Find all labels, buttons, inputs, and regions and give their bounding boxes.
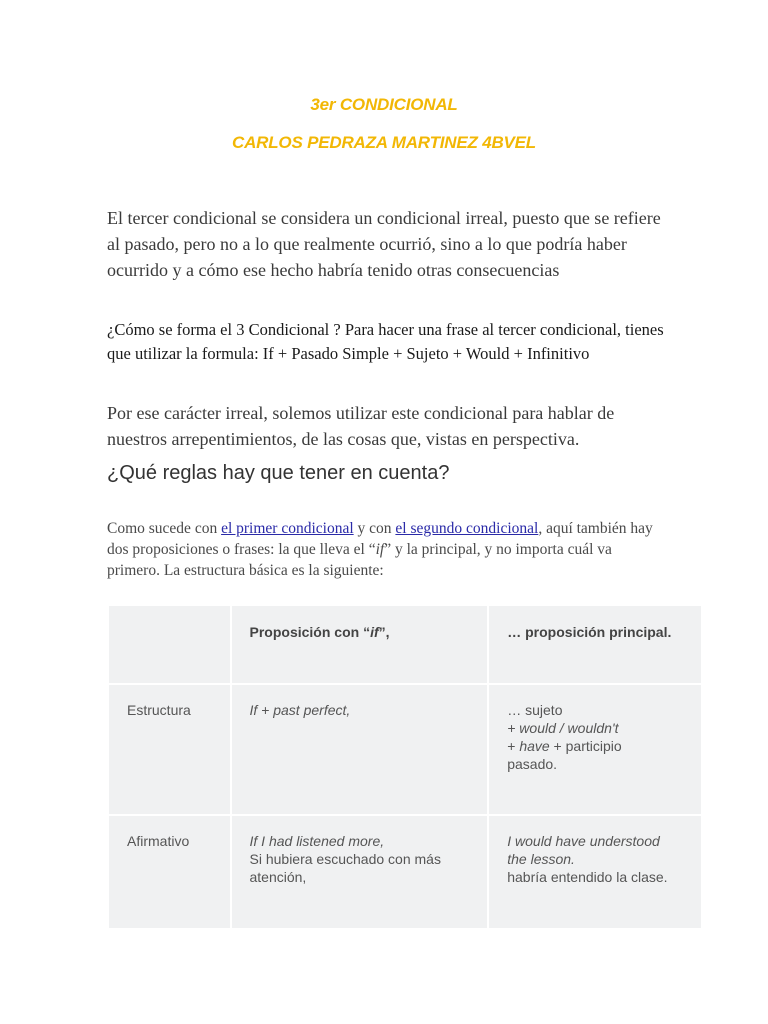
afirmativo-main-english: I would have understood the lesson. <box>507 833 660 867</box>
rules-text-4: ” y la principal, y no importa cuál va primero. La estructura básica es la siguiente: <box>107 541 612 579</box>
row-label-afirmativo: Afirmativo <box>108 815 231 929</box>
afirmativo-main-cell <box>488 815 702 929</box>
estructura-if-cell <box>231 684 489 815</box>
table-row <box>108 815 702 929</box>
afirmativo-if-spanish: Si hubiera escuchado con más atención, <box>249 851 441 885</box>
link-second-conditional[interactable]: el segundo condicional <box>395 520 539 537</box>
formula-text: If + Pasado Simple + Sujeto + Would + Infinitivo <box>262 344 590 363</box>
row-label-estructura: Estructura <box>108 684 231 815</box>
rules-text-3: , aquí también hay dos proposiciones o frases: la que lleva el “ <box>107 520 653 558</box>
intro-paragraph: El tercer condicional se considera un condicional irreal, puesto que se refiere al pasado, pero no a lo que realmente ocurrió, sino a lo que podría haber ocurrido y a cómo ese hecho habría tenido otras consecuencias <box>107 208 661 280</box>
table-header-row <box>108 605 702 684</box>
rules-if: if <box>375 541 385 558</box>
header-empty <box>108 605 231 684</box>
usage-paragraph: Por ese carácter irreal, solemos utilizar este condicional para hablar de nuestros arrepentimientos, de las cosas que, vistas en perspectiva. <box>107 403 615 449</box>
afirmativo-main-spanish: habría entendido la clase. <box>507 869 668 885</box>
estructura-have: have <box>519 738 550 754</box>
estructura-if-text: If + past perfect, <box>249 702 351 718</box>
estructura-main-line-1: … sujeto <box>507 702 563 718</box>
formula-question: ¿Cómo se forma el 3 Condicional ? Para hacer una frase al tercer condicional, tienes que utilizar la formula: <box>107 320 664 363</box>
document-author: CARLOS PEDRAZA MARTINEZ 4BVEL <box>232 133 536 152</box>
header-if-text: Proposición con “ <box>249 624 371 640</box>
afirmativo-if-english: If I had listened more, <box>249 833 385 849</box>
estructura-participio: + participio <box>549 738 622 754</box>
header-if-clause <box>231 605 489 684</box>
rules-text-2: y con <box>353 520 396 537</box>
rules-text-1: Como sucede con <box>107 520 222 537</box>
header-main-clause: … proposición principal. <box>488 605 702 684</box>
header-if-word: if <box>370 624 379 640</box>
estructura-main-line-2: + would / wouldn't <box>507 720 619 736</box>
afirmativo-if-cell <box>231 815 489 929</box>
estructura-plus: + <box>507 738 520 754</box>
rules-paragraph <box>107 518 667 581</box>
table-row <box>108 684 702 815</box>
formula-paragraph <box>107 318 677 366</box>
header-if-end: ”, <box>378 624 390 640</box>
estructura-main-line-3 <box>507 737 683 755</box>
rules-heading: ¿Qué reglas hay que tener en cuenta? <box>107 462 450 484</box>
structure-table <box>107 604 703 930</box>
document-title: 3er CONDICIONAL <box>310 95 458 114</box>
estructura-main-line-4: pasado. <box>507 756 558 772</box>
estructura-main-cell <box>488 684 702 815</box>
link-first-conditional[interactable]: el primer condicional <box>221 520 354 537</box>
